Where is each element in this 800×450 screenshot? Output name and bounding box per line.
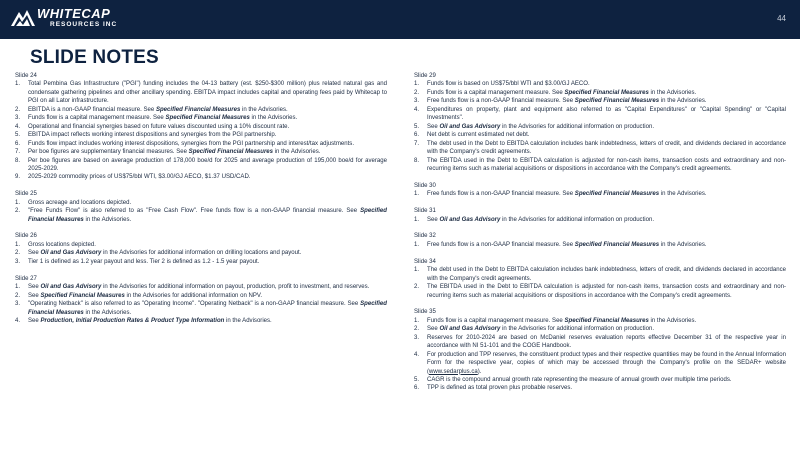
note-item — [414, 266, 786, 283]
note-text: ). — [477, 368, 482, 375]
note-list — [15, 241, 387, 266]
note-text: in the Advisories. — [659, 191, 707, 198]
note-item — [15, 114, 387, 122]
note-text: Funds flow is a capital management measure. See — [427, 89, 565, 96]
note-item — [15, 106, 387, 114]
note-text: Gross locations depicted. — [28, 241, 96, 248]
advisory-reference: Specified Financial Measures — [564, 89, 649, 96]
advisory-reference: Specified Financial Measures — [574, 191, 660, 198]
note-item — [15, 123, 387, 131]
note-item — [414, 131, 786, 139]
note-list — [414, 216, 786, 224]
note-text: The debt used in the Debt to EBITDA calculation includes bank indebtedness, letters of credit, and dividends declared in accordance with the Company's credit agreements. — [427, 267, 786, 282]
note-text: See — [427, 216, 440, 223]
advisory-reference: Specified Financial Measures — [574, 241, 660, 248]
note-text: Funds flow is based on US$75/bbl WTI and $3.00/GJ AECO. — [427, 81, 590, 88]
note-text: Free funds flow is a non-GAAP financial measure. See — [427, 241, 575, 248]
note-text: Free funds flow is a non-GAAP financial measure. See — [427, 191, 575, 198]
note-item — [414, 241, 786, 249]
note-item — [15, 249, 387, 257]
section-heading: Slide 24 — [15, 73, 37, 79]
note-text: Funds flow is a capital management measure. See — [28, 115, 166, 122]
note-item — [15, 199, 387, 207]
note-list — [414, 190, 786, 198]
notes-column-right — [414, 72, 786, 401]
note-text: in the Advisories for additional information on payout, production, profit to investment, and reserves. — [101, 284, 370, 291]
slide-note-section — [414, 72, 786, 173]
slide-note-section — [15, 232, 387, 266]
note-item — [15, 317, 387, 325]
logo-subtitle: RESOURCES INC — [50, 21, 118, 28]
note-item — [414, 89, 786, 97]
note-text: The EBITDA used in the Debt to EBITDA calculation is adjusted for non-cash items, transaction costs and extraordinary and non-recurring items such as material acquisitions or dispositions in accordance with the Company's credit agreements. — [427, 284, 786, 299]
note-text: See — [427, 123, 440, 130]
note-text: CAGR is the compound annual growth rate representing the measure of annual growth over multiple time periods. — [427, 377, 732, 383]
note-text: Funds flow impact includes working interest dispositions, synergies from the PGI partnership and interest/tax adjustments. — [28, 140, 355, 147]
note-text: Total Pembina Gas Infrastructure ("PGI") funding includes the 04-13 battery (est. $250-$300 million) plus related natural gas and condensate gathering pipelines and other ancillary spending. EBITDA impact includes capital and operating fees paid by Whitecap to PGI on all Lator infrastructure. — [28, 81, 387, 105]
note-text: Reserves for 2010-2024 are based on McDaniel reserves evaluation reports effective December 31 of the respective year in accordance with NI 51-101 and the COGE Handbook. — [427, 334, 786, 350]
advisory-reference: Oil and Gas Advisory — [439, 123, 501, 130]
note-list — [414, 241, 786, 249]
note-text: 2025-2029 commodity prices of US$75/bbl WTI, $3.00/GJ AECO, $1.37 USD/CAD. — [28, 174, 251, 181]
slide-note-section — [15, 190, 387, 224]
note-text: in the Advisories for additional information on production. — [500, 216, 655, 223]
slide-note-section — [414, 258, 786, 300]
note-text: See — [28, 284, 41, 291]
note-text: in the Advisories. — [83, 216, 132, 223]
note-item — [414, 157, 786, 174]
note-text: in the Advisories. — [273, 149, 321, 156]
note-text: Per boe figures are based on average production of 178,000 boe/d for 2025 and average production of 195,000 boe/d for average 2025-2029. — [28, 157, 387, 172]
note-text: Tier 1 is defined as 1.2 year payout and less. Tier 2 is defined as 1.2 - 1.5 year payout. — [28, 258, 260, 265]
section-heading: Slide 26 — [15, 233, 37, 240]
note-item — [414, 334, 786, 351]
note-text: in the Advisories. — [83, 309, 132, 316]
note-text: Net debt is current estimated net debt. — [427, 132, 530, 139]
page-title: SLIDE NOTES — [30, 47, 159, 68]
logo-name: WHITECAP — [37, 6, 111, 21]
note-item — [15, 300, 387, 317]
section-heading: Slide 29 — [414, 73, 436, 79]
note-text: The debt used in the Debt to EBITDA calculation includes bank indebtedness, letters of credit, and dividends declared in accordance with the Company's credit agreements. — [427, 140, 786, 156]
note-text: in the Advisories. — [224, 317, 272, 324]
note-text: The EBITDA used in the Debt to EBITDA calculation is adjusted for non-cash items, transaction costs and extraordinary and non-recurring items such as material acquisitions or dispositions in accordance with the Company's credit agreements. — [427, 157, 786, 172]
slide-note-section — [414, 182, 786, 199]
note-text: in the Advisories for additional information on production. — [500, 326, 655, 333]
note-text: Free funds flow is a non-GAAP financial measure. See — [427, 98, 575, 105]
advisory-reference: Oil and Gas Advisory — [439, 326, 501, 333]
advisory-reference: Specified Financial Measures — [574, 98, 660, 105]
note-text: "Operating Netback" is also referred to as "Operating Income". "Operating Netback" is a non-GAAP financial measure. See — [28, 301, 361, 308]
section-heading: Slide 25 — [15, 191, 37, 198]
note-text: in the Advisories. — [659, 241, 707, 248]
note-item — [414, 216, 786, 224]
note-list — [414, 266, 786, 300]
note-text: EBITDA is a non-GAAP financial measure. See — [28, 106, 156, 113]
note-item — [414, 123, 786, 131]
note-list — [414, 80, 786, 173]
note-item — [15, 140, 387, 148]
website-link[interactable]: www.sedarplus.ca — [429, 368, 478, 375]
section-heading: Slide 27 — [15, 275, 37, 282]
slide-note-section — [414, 232, 786, 249]
note-item — [414, 80, 786, 88]
note-item — [414, 283, 786, 300]
note-item — [414, 97, 786, 105]
advisory-reference: Oil and Gas Advisory — [40, 250, 102, 257]
section-heading: Slide 31 — [414, 208, 436, 215]
note-item — [414, 351, 786, 376]
note-item — [414, 325, 786, 333]
note-text: in the Advisories. — [648, 317, 697, 324]
note-text: TPP is defined as total proven plus probable reserves. — [427, 385, 573, 392]
slide-note-section — [15, 275, 387, 326]
header-bar — [0, 0, 800, 39]
note-item — [15, 241, 387, 249]
note-list — [15, 199, 387, 224]
note-item — [414, 317, 786, 325]
note-item — [15, 207, 387, 224]
note-item — [414, 376, 786, 384]
note-list — [414, 317, 786, 393]
note-text: Funds flow is a capital management measure. See — [427, 317, 565, 324]
advisory-reference: Specified Financial Measures — [28, 301, 387, 316]
notes-column-left — [15, 72, 387, 334]
slide-note-section — [414, 308, 786, 393]
note-item — [414, 140, 786, 157]
advisory-reference: Specified Financial Measures — [40, 292, 125, 299]
advisory-reference: Specified Financial Measures — [165, 115, 250, 122]
note-text: in the Advisories for additional information on NPV. — [124, 292, 263, 299]
note-text: See — [28, 250, 41, 257]
note-text: See — [28, 292, 41, 299]
note-text: For production and TPP reserves, the constituent product types and their respective quantities may be found in the Annual Information Form for the respective year, copies of which may be accessed through the Company's profile on the SEDAR+ website ( — [427, 351, 786, 375]
note-text: "Free Funds Flow" is also referred to as "Free Cash Flow". Free funds flow is a non-GAAP financial measure. See — [28, 208, 361, 215]
note-list — [15, 80, 387, 181]
slide-note-section — [15, 72, 387, 182]
note-text: EBITDA impact reflects working interest dispositions and synergies from the PGI partnership. — [28, 132, 277, 139]
section-heading: Slide 30 — [414, 182, 436, 189]
note-item — [15, 283, 387, 291]
note-item — [15, 80, 387, 105]
note-item — [15, 173, 387, 181]
company-logo — [10, 3, 120, 35]
slide-note-section — [414, 207, 786, 224]
note-item — [15, 292, 387, 300]
advisory-reference: Oil and Gas Advisory — [439, 216, 501, 223]
advisory-reference: Specified Financial Measures — [155, 106, 241, 113]
note-text: in the Advisories for additional information on production. — [500, 123, 655, 130]
note-text: in the Advisories. — [648, 89, 697, 96]
note-text: See — [28, 317, 41, 324]
advisory-reference: Specified Financial Measures — [564, 317, 649, 324]
page-number: 44 — [777, 14, 786, 23]
note-item — [414, 384, 786, 392]
note-item — [15, 157, 387, 174]
advisory-reference: Production, Initial Production Rates & Product Type Information — [40, 317, 225, 324]
note-text: in the Advisories. — [240, 106, 288, 113]
note-item — [15, 258, 387, 266]
advisory-reference: Specified Financial Measures — [28, 208, 387, 223]
note-list — [15, 283, 387, 325]
note-text: Operational and financial synergies based on future values discounted using a 10% discount rate. — [28, 123, 290, 130]
note-item — [15, 131, 387, 139]
section-heading: Slide 35 — [414, 309, 436, 316]
note-text: in the Advisories for additional information on drilling locations and payout. — [101, 250, 302, 257]
note-text: Expenditures on property, plant and equipment also referred to as "Capital Expenditures" or "Capital Spending" or "Capital Investments". — [427, 106, 786, 122]
section-heading: Slide 34 — [414, 258, 436, 265]
advisory-reference: Specified Financial Measures — [188, 149, 274, 156]
note-text: in the Advisories. — [249, 115, 298, 122]
note-text: See — [427, 326, 440, 333]
note-item — [414, 190, 786, 198]
logo-mark-icon — [10, 6, 36, 28]
note-text: Per boe figures are supplementary financial measures. See — [28, 149, 189, 156]
note-text: Gross acreage and locations depicted. — [28, 199, 132, 206]
note-text: in the Advisories. — [659, 98, 707, 105]
note-item — [15, 148, 387, 156]
section-heading: Slide 32 — [414, 233, 436, 240]
advisory-reference: Oil and Gas Advisory — [40, 284, 102, 291]
note-item — [414, 106, 786, 123]
